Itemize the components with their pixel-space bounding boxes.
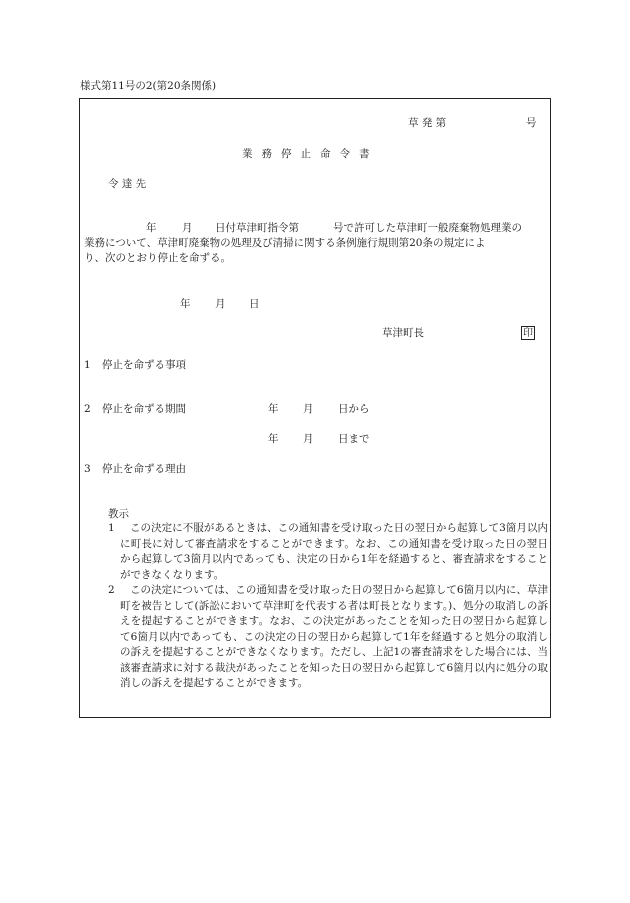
body-line1-rest: 日付草津町指令第 [215, 222, 299, 234]
body-year: 年 [146, 222, 157, 234]
form-caption: 様式第11号の2(第20条関係) [80, 80, 217, 92]
doc-number-prefix: 草 発 第 [408, 117, 447, 129]
item1-number: 1 [84, 359, 91, 371]
body-month: 月 [182, 222, 193, 234]
document-title: 業務停止命令書 [242, 148, 379, 160]
body-line2: 業務について、草津町廃棄物の処理及び清掃に関する条例施行規則第20条の規定によ [84, 237, 486, 249]
period-to-month: 月 [303, 433, 314, 445]
period-to-day: 日まで [338, 433, 370, 445]
item2-label: 停止を命ずる期間 [102, 403, 186, 415]
item1-label: 停止を命ずる事項 [102, 359, 186, 371]
date-day: 日 [249, 298, 260, 310]
period-from-month: 月 [303, 403, 314, 415]
period-from-day: 日から [338, 403, 370, 415]
item3-number: 3 [84, 463, 91, 475]
notice-heading: 教示 [108, 508, 129, 520]
document-frame [79, 98, 551, 718]
body-line1-tail: 号で許可した草津町一般廃棄物処理業の [333, 222, 522, 234]
item3-label: 停止を命ずる理由 [102, 463, 186, 475]
notice-point2-number: 2 [108, 584, 115, 596]
seal-mark: 印 [523, 328, 533, 339]
period-to-year: 年 [268, 433, 279, 445]
notice-point1-text: この決定に不服があるときは、この通知書を受け取った日の翌日から起算して3箇月以内に町長に対して審査請求をすることができます。なお、この通知書を受け取った日の翌日から起算して3箇月以内であっても、決定の日から1年を経過すると、審査請求をすることができなくなります。 [120, 522, 548, 581]
body-line3: り、次のとおり停止を命ずる。 [84, 252, 231, 264]
item2-number: 2 [84, 403, 91, 415]
issuer-name: 草津町長 [382, 327, 424, 339]
notice-point1-number: 1 [108, 522, 115, 534]
doc-number-suffix: 号 [526, 117, 537, 129]
date-year: 年 [180, 298, 191, 310]
date-month: 月 [215, 298, 226, 310]
addressee-label: 令 達 先 [108, 178, 147, 190]
period-from-year: 年 [268, 403, 279, 415]
notice-point2-text: この決定については、この通知書を受け取った日の翌日から起算して6箇月以内に、草津町を被告として(訴訟において草津町を代表する者は町長となります。)、処分の取消しの訴えを提起することができます。なお、この決定があったことを知った日の翌日から起算して6箇月以内であっても、この決定の日の翌日から起算して1年を経過すると処分の取消しの訴えを提起することができなくなります。ただし、上記1の審査請求をした場合には、当該審査請求に対する裁決があったことを知った日の翌日から起算して6箇月以内に処分の取消しの訴えを提起することができます。 [120, 584, 548, 689]
